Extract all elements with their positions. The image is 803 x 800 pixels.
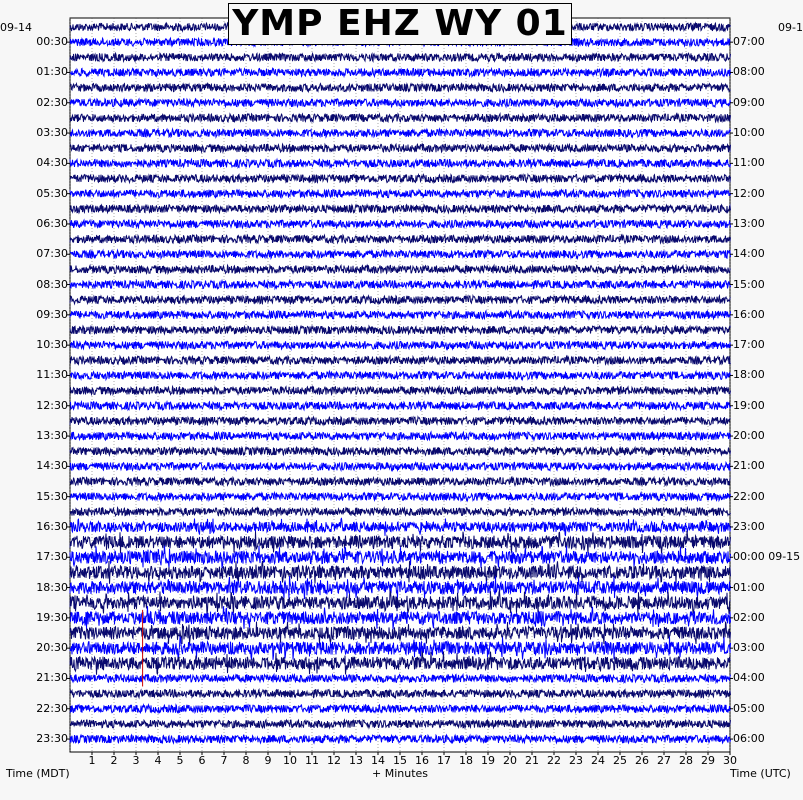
minute-tick-label: 24 bbox=[591, 754, 605, 767]
right-time-tick: 23:00 bbox=[733, 519, 765, 533]
right-time-tick: 09:00 bbox=[733, 95, 765, 109]
left-time-tick: 21:30 bbox=[36, 671, 68, 685]
right-time-tick: 10:00 bbox=[733, 126, 765, 140]
minute-tick-label: 29 bbox=[701, 754, 715, 767]
minute-tick-label: 11 bbox=[305, 754, 319, 767]
right-time-tick: 05:00 bbox=[733, 701, 765, 715]
minute-tick-label: 15 bbox=[393, 754, 407, 767]
right-time-tick: 13:00 bbox=[733, 216, 765, 230]
minute-tick-label: 28 bbox=[679, 754, 693, 767]
minute-tick-label: 2 bbox=[110, 754, 118, 767]
left-time-tick: 00:30 bbox=[36, 35, 68, 49]
left-time-tick: 04:30 bbox=[36, 156, 68, 170]
date-label-right: 09-1 bbox=[778, 21, 803, 34]
minute-tick-label: 13 bbox=[349, 754, 363, 767]
minute-tick-label: 20 bbox=[503, 754, 517, 767]
minute-tick-label: 1 bbox=[88, 754, 96, 767]
left-time-tick: 23:30 bbox=[36, 732, 68, 746]
minute-tick-label: 8 bbox=[242, 754, 250, 767]
right-time-tick: 12:00 bbox=[733, 186, 765, 200]
minute-tick-label: 30 bbox=[723, 754, 737, 767]
minute-tick-label: 10 bbox=[283, 754, 297, 767]
left-axis-label: Time (MDT) bbox=[6, 767, 70, 780]
left-time-tick: 01:30 bbox=[36, 65, 68, 79]
left-time-tick: 05:30 bbox=[36, 186, 68, 200]
left-time-tick: 17:30 bbox=[36, 550, 68, 564]
minute-tick-label: 19 bbox=[481, 754, 495, 767]
left-time-tick: 03:30 bbox=[36, 126, 68, 140]
minute-tick-label: 22 bbox=[547, 754, 561, 767]
right-time-tick: 19:00 bbox=[733, 398, 765, 412]
minute-tick-label: 18 bbox=[459, 754, 473, 767]
right-time-tick: 00:00 09-15 bbox=[733, 550, 801, 564]
minute-tick-label: 14 bbox=[371, 754, 385, 767]
date-label-left: 09-14 bbox=[0, 21, 32, 34]
left-time-tick: 14:30 bbox=[36, 459, 68, 473]
right-time-tick: 03:00 bbox=[733, 641, 765, 655]
left-time-tick: 19:30 bbox=[36, 610, 68, 624]
minute-tick-label: 17 bbox=[437, 754, 451, 767]
left-time-tick: 20:30 bbox=[36, 641, 68, 655]
right-time-tick: 20:00 bbox=[733, 429, 765, 443]
left-time-tick: 16:30 bbox=[36, 519, 68, 533]
right-axis-label: Time (UTC) bbox=[730, 767, 791, 780]
right-time-tick: 11:00 bbox=[733, 156, 765, 170]
left-time-tick: 15:30 bbox=[36, 489, 68, 503]
right-time-tick: 16:00 bbox=[733, 307, 765, 321]
right-time-tick: 18:00 bbox=[733, 368, 765, 382]
left-time-tick: 22:30 bbox=[36, 701, 68, 715]
right-time-tick: 14:00 bbox=[733, 247, 765, 261]
right-time-tick: 06:00 bbox=[733, 732, 765, 746]
left-time-tick: 06:30 bbox=[36, 216, 68, 230]
right-time-tick: 17:00 bbox=[733, 338, 765, 352]
minute-tick-label: 12 bbox=[327, 754, 341, 767]
right-time-tick: 15:00 bbox=[733, 277, 765, 291]
chart-title-box bbox=[228, 3, 572, 45]
chart-title: YMP EHZ WY 01 bbox=[232, 3, 568, 44]
minute-tick-label: 3 bbox=[132, 754, 140, 767]
left-time-tick: 07:30 bbox=[36, 247, 68, 261]
minute-tick-label: 23 bbox=[569, 754, 583, 767]
x-axis-label: + Minutes bbox=[372, 767, 429, 780]
left-time-tick: 08:30 bbox=[36, 277, 68, 291]
minute-tick-label: 6 bbox=[198, 754, 206, 767]
right-time-tick: 04:00 bbox=[733, 671, 765, 685]
left-time-tick: 13:30 bbox=[36, 429, 68, 443]
minute-tick-label: 27 bbox=[657, 754, 671, 767]
left-time-tick: 10:30 bbox=[36, 338, 68, 352]
left-time-tick: 11:30 bbox=[36, 368, 68, 382]
left-time-tick: 18:30 bbox=[36, 580, 68, 594]
right-time-tick: 08:00 bbox=[733, 65, 765, 79]
left-time-tick: 02:30 bbox=[36, 95, 68, 109]
right-time-tick: 21:00 bbox=[733, 459, 765, 473]
minute-tick-label: 7 bbox=[220, 754, 228, 767]
right-time-tick: 01:00 bbox=[733, 580, 765, 594]
right-time-tick: 07:00 bbox=[733, 35, 765, 49]
right-time-tick: 02:00 bbox=[733, 610, 765, 624]
minute-tick-label: 9 bbox=[264, 754, 272, 767]
minute-tick-label: 4 bbox=[154, 754, 162, 767]
minute-tick-label: 26 bbox=[635, 754, 649, 767]
minute-tick-label: 5 bbox=[176, 754, 184, 767]
right-time-tick: 22:00 bbox=[733, 489, 765, 503]
left-time-tick: 12:30 bbox=[36, 398, 68, 412]
minute-tick-label: 16 bbox=[415, 754, 429, 767]
minute-tick-label: 25 bbox=[613, 754, 627, 767]
left-time-tick: 09:30 bbox=[36, 307, 68, 321]
minute-tick-label: 21 bbox=[525, 754, 539, 767]
